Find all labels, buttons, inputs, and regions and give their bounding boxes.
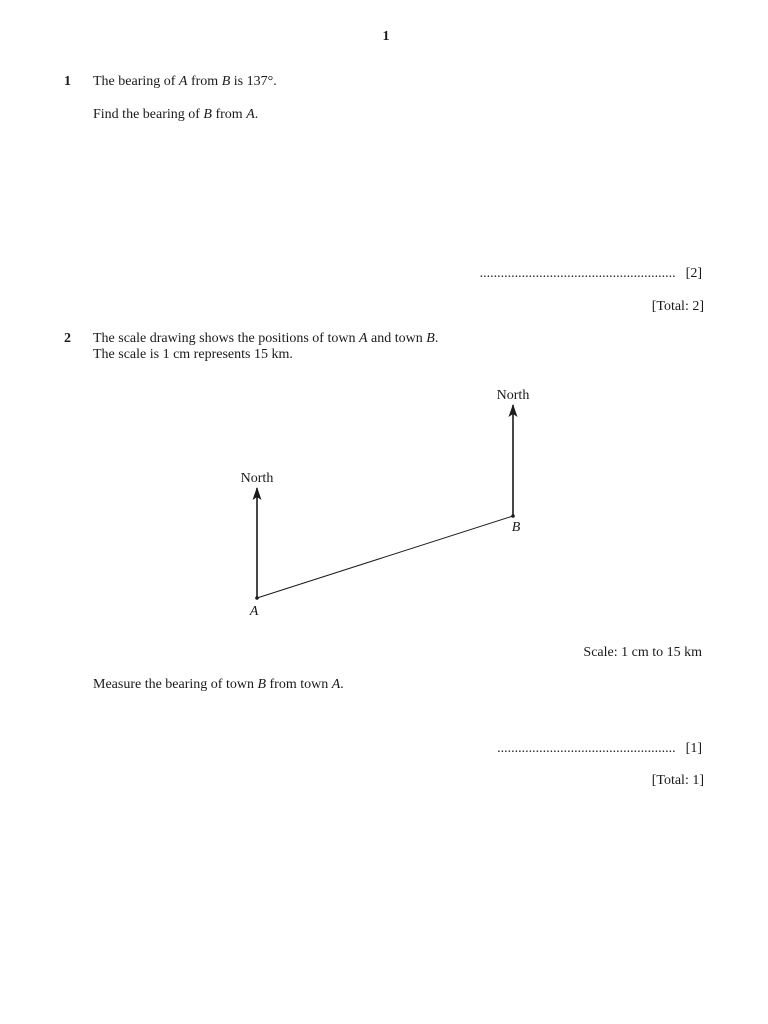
statement-text: is 137°. — [230, 74, 277, 89]
point-b-label: B — [511, 520, 521, 535]
statement-text: . — [434, 331, 439, 346]
question-2-marks: [1] — [685, 741, 702, 756]
question-2-number: 2 — [64, 331, 71, 346]
page-number: 1 — [382, 29, 390, 44]
question-2-answer-line[interactable] — [497, 741, 702, 757]
instruction-text: from — [211, 107, 247, 122]
point-a-italic: A — [178, 74, 188, 89]
point-b-italic: B — [203, 107, 212, 122]
north-label-a: North — [240, 471, 274, 486]
instruction-text: from town — [266, 677, 332, 692]
answer-dots[interactable]: ........................................................ — [479, 266, 676, 281]
question-1-total: [Total: 2] — [651, 299, 704, 314]
north-label-b: North — [496, 388, 530, 403]
line-a-to-b — [257, 516, 513, 598]
question-2-total: [Total: 1] — [651, 773, 704, 788]
point-b-italic: B — [426, 331, 435, 346]
statement-text: and town — [367, 331, 427, 346]
answer-dots[interactable]: ................................................... — [497, 741, 676, 756]
statement-text: from — [187, 74, 222, 89]
point-a-italic: A — [331, 677, 341, 692]
point-b — [511, 514, 515, 518]
instruction-text: . — [340, 677, 344, 692]
instruction-text: Measure the bearing of town — [93, 677, 258, 692]
point-a-italic: A — [246, 107, 255, 122]
question-1-marks: [2] — [685, 266, 702, 281]
scale-caption: Scale: 1 cm to 15 km — [583, 645, 702, 660]
statement-text: The bearing of — [93, 74, 179, 89]
question-2-scale-statement: The scale is 1 cm represents 15 km. — [93, 347, 293, 362]
instruction-text: . — [254, 107, 259, 122]
point-a-italic: A — [358, 331, 368, 346]
point-b-italic: B — [221, 74, 231, 89]
question-2-instruction — [93, 677, 344, 693]
point-a-label: A — [249, 604, 259, 619]
instruction-text: Find the bearing of — [93, 107, 204, 122]
question-1-number: 1 — [64, 74, 71, 89]
statement-text: The scale drawing shows the positions of town — [93, 331, 359, 346]
point-a — [255, 596, 259, 600]
point-b-italic: B — [257, 677, 267, 692]
